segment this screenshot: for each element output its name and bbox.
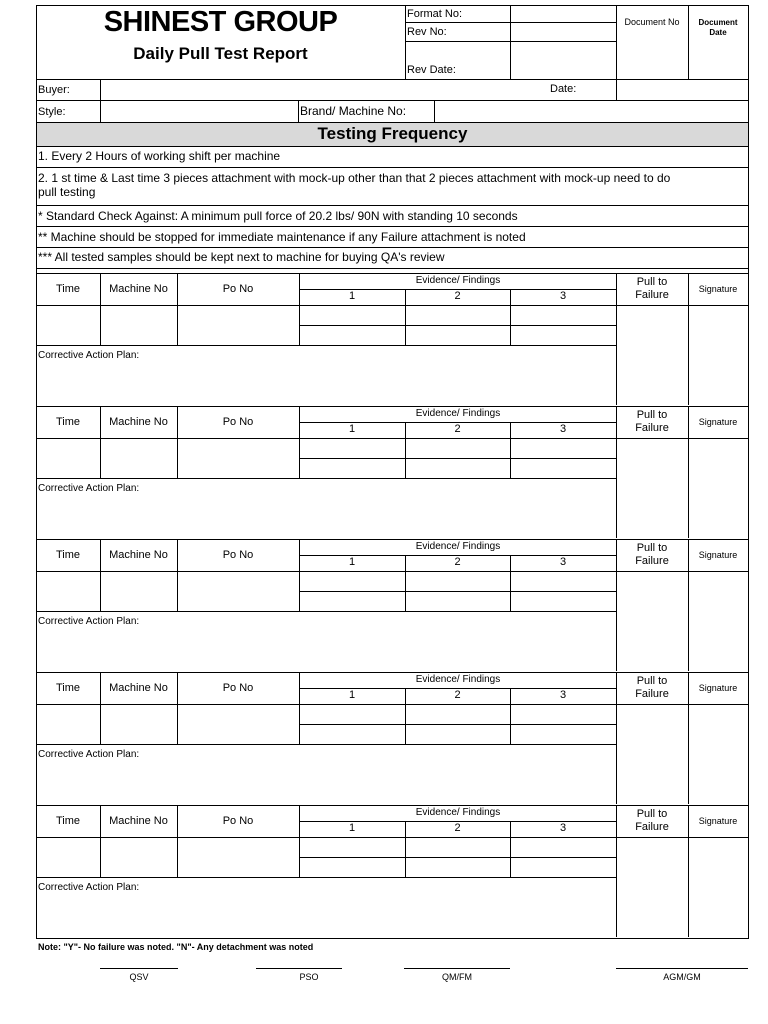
time-header: Time bbox=[55, 416, 81, 428]
evidence-findings-header: Evidence/ Findings bbox=[415, 807, 501, 818]
frequency-line-1: 1. Every 2 Hours of working shift per machine bbox=[38, 149, 281, 163]
finding-col-3: 3 bbox=[559, 822, 567, 834]
finding-col-3: 3 bbox=[559, 556, 567, 568]
finding-col-3: 3 bbox=[559, 689, 567, 701]
qm-fm-signature-label: QM/FM bbox=[442, 972, 472, 982]
document-no-label: Document No bbox=[624, 17, 680, 27]
signature-header: Signature bbox=[698, 683, 738, 693]
pull-to-failure-header: Pull to Failure bbox=[635, 276, 669, 301]
buyer-label: Buyer: bbox=[38, 84, 70, 96]
finding-col-3: 3 bbox=[559, 423, 567, 435]
machine-no-header: Machine No bbox=[109, 815, 168, 827]
rev-date-label: Rev Date: bbox=[407, 64, 456, 76]
corrective-action-label: Corrective Action Plan: bbox=[38, 350, 140, 361]
frequency-line-4: ** Machine should be stopped for immediate maintenance if any Failure attachment is noted bbox=[38, 230, 526, 244]
time-header: Time bbox=[55, 283, 81, 295]
machine-no-header: Machine No bbox=[109, 682, 168, 694]
finding-col-3: 3 bbox=[559, 290, 567, 302]
finding-col-2: 2 bbox=[454, 822, 461, 834]
finding-col-1: 1 bbox=[348, 423, 356, 435]
po-no-header: Po No bbox=[222, 283, 254, 295]
rev-no-label: Rev No: bbox=[407, 26, 447, 38]
finding-col-1: 1 bbox=[348, 689, 356, 701]
finding-col-1: 1 bbox=[348, 822, 356, 834]
machine-no-header: Machine No bbox=[109, 283, 168, 295]
signature-header: Signature bbox=[698, 550, 738, 560]
brand-machine-label: Brand/ Machine No: bbox=[300, 104, 407, 118]
finding-col-2: 2 bbox=[454, 423, 461, 435]
corrective-action-label: Corrective Action Plan: bbox=[38, 483, 140, 494]
frequency-line-5: *** All tested samples should be kept next to machine for buying QA's review bbox=[38, 250, 445, 264]
evidence-findings-header: Evidence/ Findings bbox=[415, 275, 501, 286]
corrective-action-label: Corrective Action Plan: bbox=[38, 616, 140, 627]
time-header: Time bbox=[55, 815, 81, 827]
po-no-header: Po No bbox=[222, 815, 254, 827]
corrective-action-label: Corrective Action Plan: bbox=[38, 749, 140, 760]
pull-to-failure-header: Pull to Failure bbox=[635, 542, 669, 567]
signature-header: Signature bbox=[698, 284, 738, 294]
company-name: SHINEST GROUP bbox=[103, 6, 338, 38]
time-header: Time bbox=[55, 549, 81, 561]
agm-gm-signature-label: AGM/GM bbox=[663, 972, 701, 982]
report-title: Daily Pull Test Report bbox=[133, 44, 308, 63]
pso-signature-label: PSO bbox=[299, 972, 319, 982]
finding-col-2: 2 bbox=[454, 556, 461, 568]
frequency-line-2: 2. 1 st time & Last time 3 pieces attachment with mock-up other than that 2 pieces attachment with mock-up need to do pull testing bbox=[38, 171, 671, 199]
evidence-findings-header: Evidence/ Findings bbox=[415, 674, 501, 685]
evidence-findings-header: Evidence/ Findings bbox=[415, 541, 501, 552]
document-date-label: Document Date bbox=[698, 18, 738, 37]
frequency-line-3: * Standard Check Against: A minimum pull force of 20.2 lbs/ 90N with standing 10 seconds bbox=[38, 209, 518, 223]
finding-col-1: 1 bbox=[348, 290, 356, 302]
style-label: Style: bbox=[38, 106, 66, 118]
pull-to-failure-header: Pull to Failure bbox=[635, 808, 669, 833]
pull-to-failure-header: Pull to Failure bbox=[635, 409, 669, 434]
evidence-findings-header: Evidence/ Findings bbox=[415, 408, 501, 419]
finding-col-2: 2 bbox=[454, 689, 461, 701]
corrective-action-label: Corrective Action Plan: bbox=[38, 882, 140, 893]
pull-to-failure-header: Pull to Failure bbox=[635, 675, 669, 700]
qsv-signature-label: QSV bbox=[129, 972, 149, 982]
format-no-label: Format No: bbox=[407, 8, 463, 20]
signature-header: Signature bbox=[698, 417, 738, 427]
machine-no-header: Machine No bbox=[109, 416, 168, 428]
po-no-header: Po No bbox=[222, 416, 254, 428]
time-header: Time bbox=[55, 682, 81, 694]
date-label: Date: bbox=[550, 83, 577, 95]
finding-col-1: 1 bbox=[348, 556, 356, 568]
finding-col-2: 2 bbox=[454, 290, 461, 302]
footer-note: Note: "Y"- No failure was noted. "N"- Any detachment was noted bbox=[38, 942, 314, 952]
po-no-header: Po No bbox=[222, 549, 254, 561]
signature-header: Signature bbox=[698, 816, 738, 826]
po-no-header: Po No bbox=[222, 682, 254, 694]
machine-no-header: Machine No bbox=[109, 549, 168, 561]
frequency-heading: Testing Frequency bbox=[317, 124, 468, 143]
